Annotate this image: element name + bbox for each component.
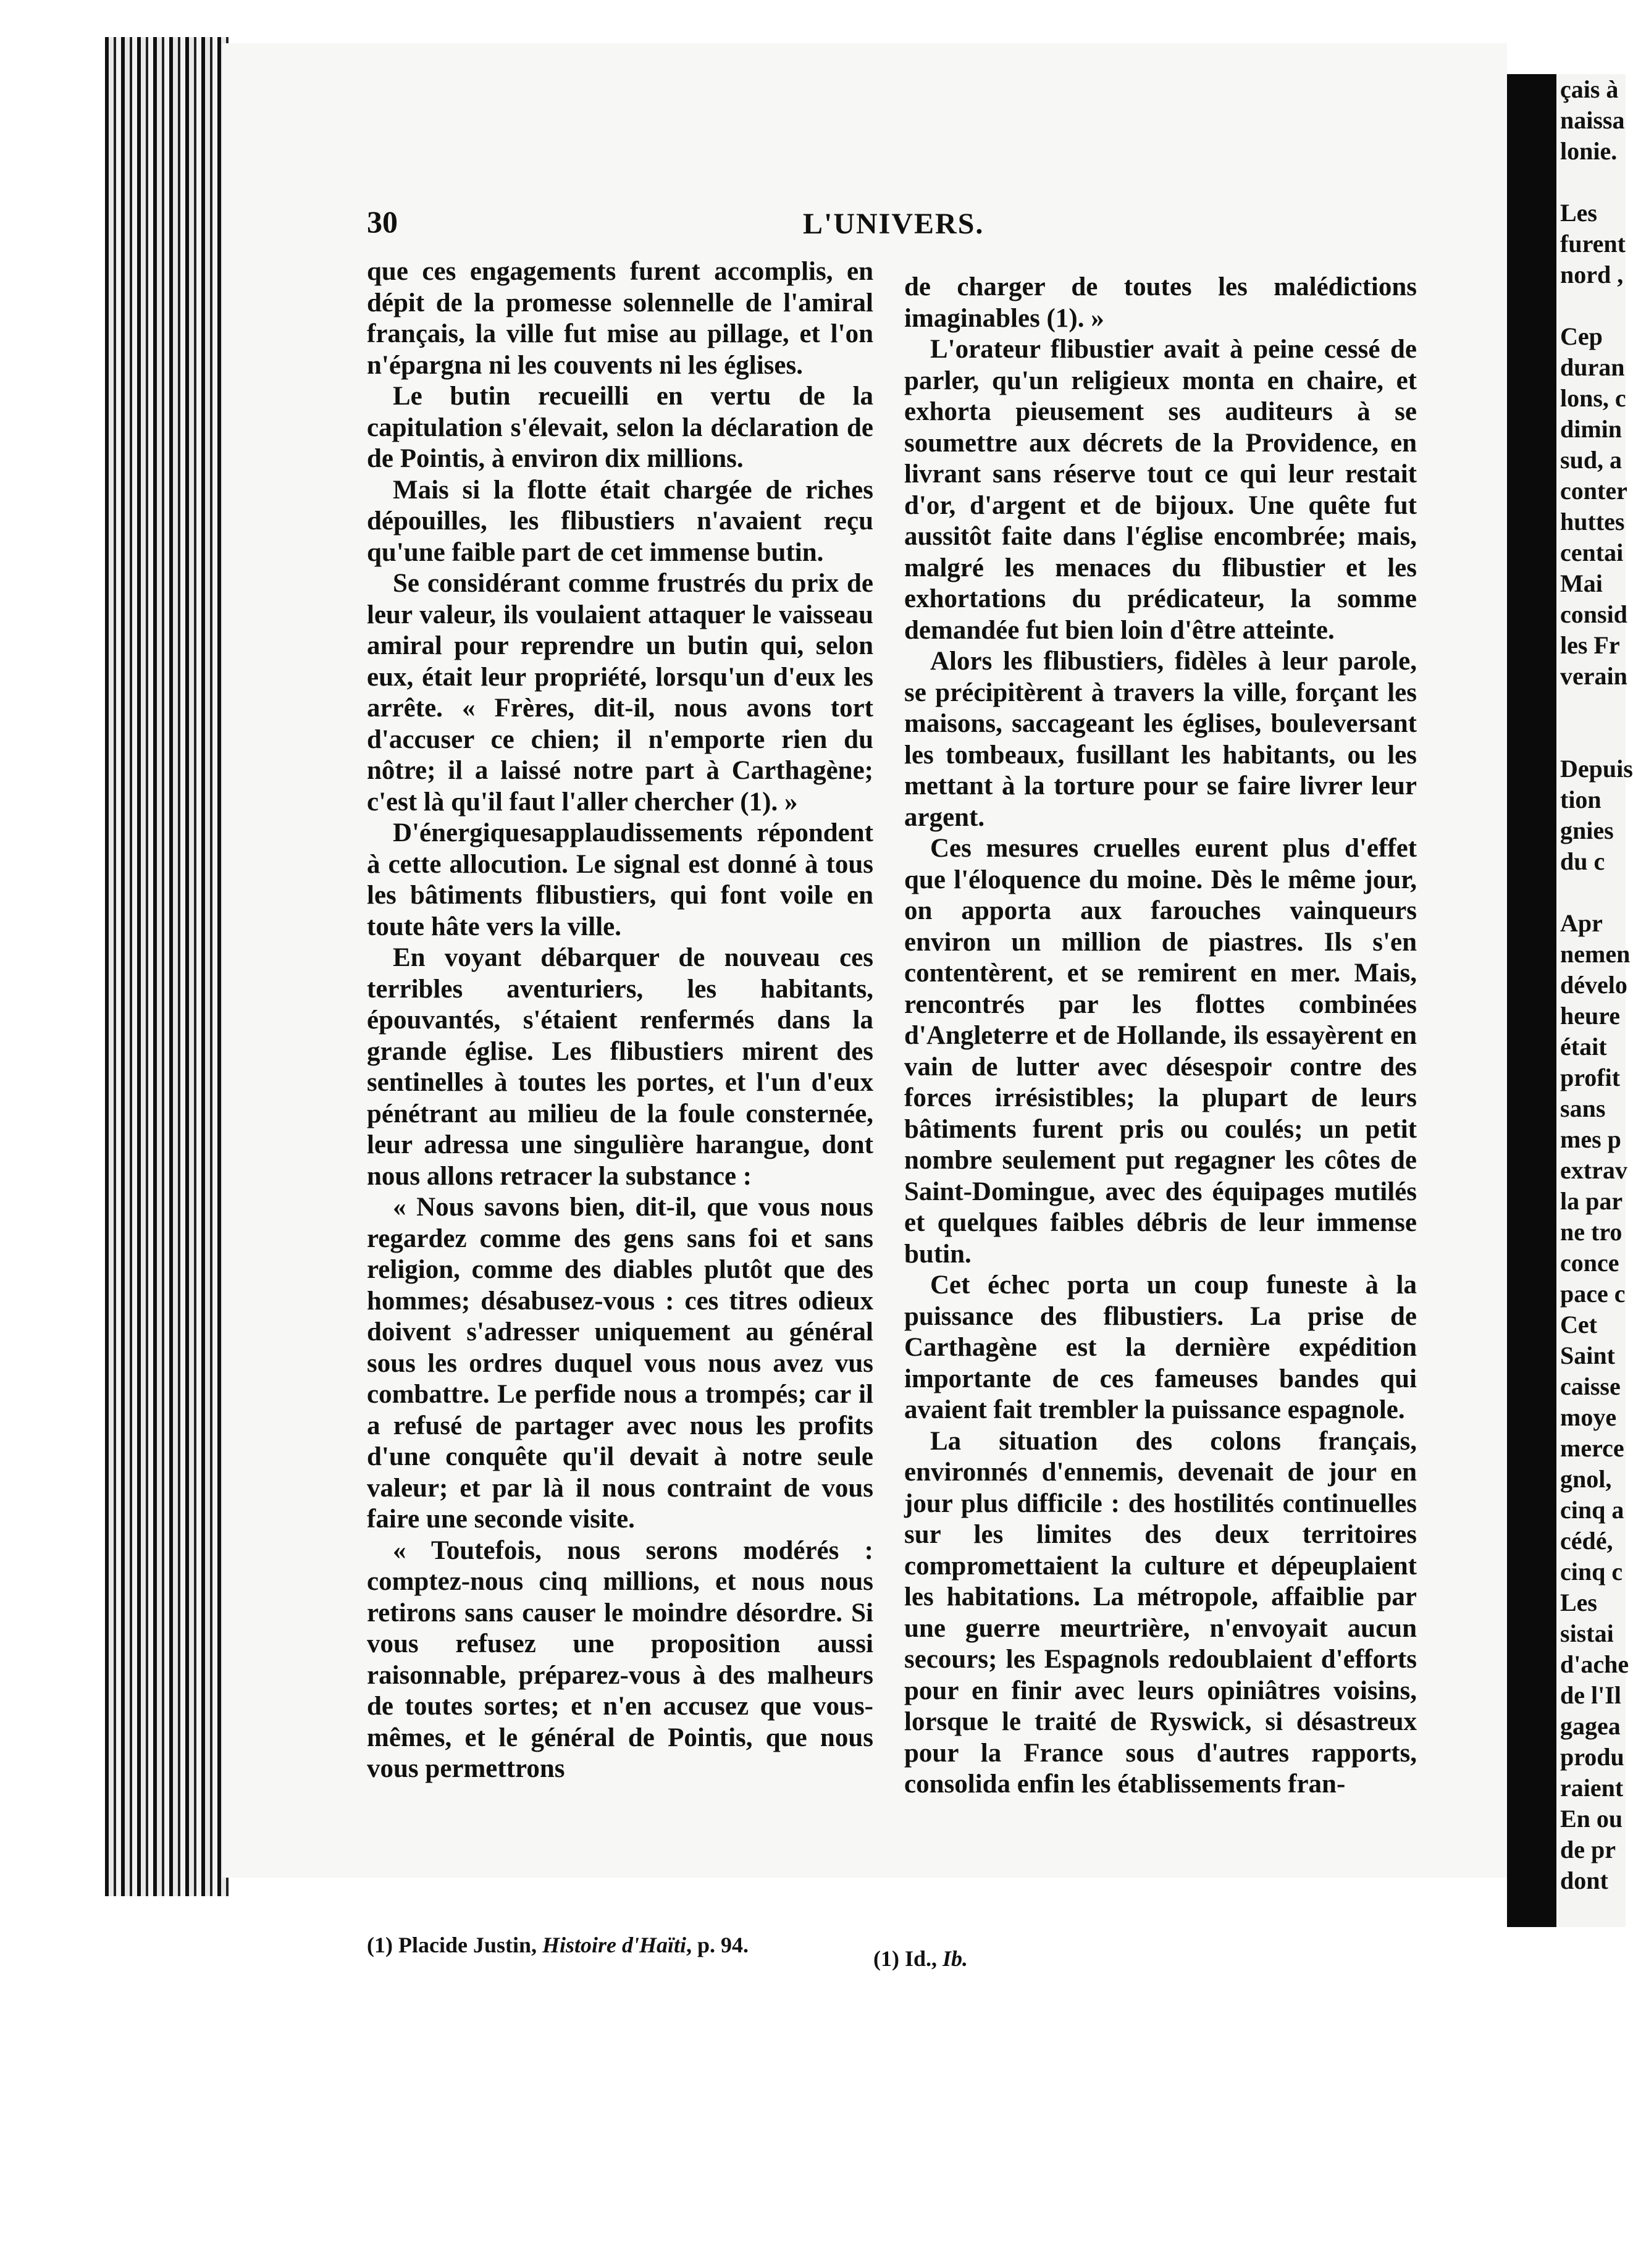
next-page-line: dévelo bbox=[1560, 971, 1627, 999]
next-page-line: nemen bbox=[1560, 940, 1631, 968]
next-page-line: ne tro bbox=[1560, 1218, 1623, 1246]
next-page-line: de l'Il bbox=[1560, 1681, 1621, 1709]
paragraph: L'orateur flibustier avait à peine cessé de parler, qu'un religieux monta en chaire, et exhorta pieusement ses auditeurs à se soumettre aux décrets de la Providence, en livrant sans réserve tout ce qui leur restait d'or, d'argent et de bijoux. Une quête fut aussitôt faite dans l'église encombrée; mais, malgré les menaces du flibustier et les exhortations du prédicateur, la somme demandée fut bien loin d'être atteinte. bbox=[904, 335, 1417, 645]
footnote-left-suffix: , p. 94. bbox=[686, 1933, 749, 1957]
next-page-line: pace c bbox=[1560, 1280, 1626, 1308]
right-column bbox=[904, 272, 1417, 1800]
next-page-line: conter bbox=[1560, 477, 1627, 505]
next-page-line: gnies bbox=[1560, 817, 1614, 844]
next-page-line: cinq c bbox=[1560, 1558, 1623, 1586]
left-column bbox=[367, 256, 873, 1785]
paragraph: Le butin recueilli en vertu de la capitulation s'élevait, selon la déclaration de de Pointis, à environ dix millions. bbox=[367, 382, 873, 473]
next-page-line: furent bbox=[1560, 230, 1626, 258]
next-page-fragment bbox=[1556, 74, 1633, 1927]
next-page-line: d'ache bbox=[1560, 1650, 1629, 1678]
next-page-line: huttes bbox=[1560, 508, 1625, 536]
running-title: L'UNIVERS. bbox=[803, 208, 984, 240]
paragraph: Ces mesures cruelles eurent plus d'effet que l'éloquence du moine. Dès le même jour, on apporta aux farouches vainqueurs environ un million de piastres. Ils s'en contentèrent, et se remirent en mer. Mais, rencontrés par les flottes combinées d'Angleterre et de Hollande, ils essayèrent en vain de lutter avec désespoir contre des forces irrésistibles; la plupart de leurs bâtiments furent pris ou coulés; un petit nombre seulement put regagner les côtes de Saint-Domingue, avec des équipages mutilés et quelques faibles débris de leur immense butin. bbox=[904, 834, 1417, 1269]
next-page-line: cédé, bbox=[1560, 1527, 1613, 1555]
paragraph: que ces engagements furent accomplis, en dépit de la promesse solennelle de l'amiral français, la ville fut mise au pillage, et l'on n'épargna ni les couvents ni les églises. bbox=[367, 257, 873, 380]
footnote-left-prefix: (1) Placide Justin, bbox=[367, 1933, 542, 1957]
next-page-line: merce bbox=[1560, 1434, 1624, 1462]
next-page-line: conce bbox=[1560, 1249, 1619, 1277]
next-page-line: verain bbox=[1560, 662, 1627, 690]
next-page-line: gnol, bbox=[1560, 1465, 1612, 1493]
next-page-line: nord , bbox=[1560, 261, 1624, 288]
footnote-left bbox=[367, 1932, 749, 1958]
next-page-line: centai bbox=[1560, 539, 1624, 566]
next-page-line: naissa bbox=[1560, 106, 1625, 134]
next-page-line: mes p bbox=[1560, 1125, 1621, 1153]
next-page-line bbox=[1556, 290, 1626, 321]
next-page-line: tion bbox=[1560, 786, 1602, 813]
next-page-line: Les bbox=[1560, 1589, 1597, 1616]
next-page-line: sud, a bbox=[1560, 446, 1623, 474]
footnote-right-title: Ib. bbox=[942, 1946, 968, 1971]
next-page-line: sistai bbox=[1560, 1619, 1614, 1647]
next-page-line bbox=[1556, 723, 1626, 754]
next-page-line: En ou bbox=[1560, 1805, 1623, 1833]
paragraph: Cet échec porta un coup funeste à la puissance des flibustiers. La prise de Carthagène est la dernière expédition importante de ces fameuses bandes qui avaient fait trembler la puissance espagnole. bbox=[904, 1270, 1417, 1424]
next-page-line: lons, c bbox=[1560, 384, 1626, 412]
book-gutter bbox=[1507, 74, 1556, 1927]
next-page-line: sans bbox=[1560, 1094, 1606, 1122]
next-page-line: consid bbox=[1560, 600, 1627, 628]
next-page-line bbox=[1556, 877, 1626, 908]
footnote-right-prefix: (1) Id., bbox=[873, 1946, 943, 1971]
next-page-line: la par bbox=[1560, 1187, 1623, 1215]
next-page-line: dont bbox=[1560, 1867, 1608, 1894]
next-page-line: gagea bbox=[1560, 1712, 1621, 1740]
next-page-line: Saint bbox=[1560, 1342, 1615, 1369]
next-page-line bbox=[1556, 692, 1626, 723]
paragraph: Mais si la flotte était chargée de riches dépouilles, les flibustiers n'avaient reçu qu'une faible part de cet immense butin. bbox=[367, 475, 873, 567]
paragraph: « Nous savons bien, dit-il, que vous nous regardez comme des gens sans foi et sans religion, comme des diables plutôt que des hommes; désabusez-vous : ces titres odieux doivent s'adresser uniquement au général sous les ordres duquel vous nous avez vus combattre. Le perfide nous a trompés; car il a refusé de partager avec nous les profits d'une conquête qu'il devait à notre seule valeur; et par là il nous contraint de vous faire une seconde visite. bbox=[367, 1193, 873, 1534]
next-page-line bbox=[1556, 167, 1626, 198]
paragraph: D'énergiquesapplaudissements répondent à cette allocution. Le signal est donné à tous les bâtiments flibustiers, qui font voile en toute hâte vers la ville. bbox=[367, 818, 873, 941]
next-page-line: de pr bbox=[1560, 1836, 1616, 1863]
next-page-line: duran bbox=[1560, 353, 1625, 381]
footnote-right bbox=[873, 1946, 968, 1972]
next-page-line: caisse bbox=[1560, 1372, 1621, 1400]
footnote-left-title: Histoire d'Haïti bbox=[542, 1933, 687, 1957]
paragraph: « Toutefois, nous serons modérés : comptez-nous cinq millions, et nous nous retirons sans causer le moindre désordre. Si vous refusez une proposition aussi raisonnable, préparez-vous à des malheurs de toutes sortes; et n'en accusez que vous-mêmes, et le général de Pointis, que nous vous permettrons bbox=[367, 1535, 873, 1783]
page-number: 30 bbox=[367, 204, 398, 239]
next-page-line: raient bbox=[1560, 1774, 1624, 1802]
next-page-line: Depuis bbox=[1560, 755, 1633, 783]
next-page-line: profit bbox=[1560, 1064, 1621, 1091]
next-page-line: du c bbox=[1560, 847, 1605, 875]
next-page-line: dimin bbox=[1560, 415, 1623, 443]
next-page-line: extrav bbox=[1560, 1156, 1627, 1184]
next-page-line: çais à bbox=[1560, 75, 1619, 103]
next-page-line: les Fr bbox=[1560, 631, 1620, 659]
paragraph: Se considérant comme frustrés du prix de leur valeur, ils voulaient attaquer le vaisseau amiral pour reprendre un butin qui, selon eux, était leur propriété, lorsqu'un d'eux les arrête. « Frères, dit-il, nous avons tort d'accuser ce chien; il n'emporte rien du nôtre; il a laissé notre part à Carthagène; c'est là qu'il faut l'aller chercher (1). » bbox=[367, 569, 873, 817]
next-page-line: Cep bbox=[1560, 322, 1603, 350]
next-page-line: heure bbox=[1560, 1002, 1621, 1030]
next-page-line: Cet bbox=[1560, 1311, 1597, 1338]
next-page-line: Apr bbox=[1560, 909, 1603, 937]
paragraph: Alors les flibustiers, fidèles à leur parole, se précipitèrent à travers la ville, forçant les maisons, saccageant les églises, bouleversant les tombeaux, fusillant les habitants, ou les mettant à la torture pour se faire livrer leur argent. bbox=[904, 647, 1417, 832]
paragraph: La situation des colons français, environnés d'ennemis, devenait de jour en jour plus difficile : des hostilités continuelles sur les limites des deux territoires compromettaient la culture et dépeuplaient les habitations. La métropole, affaiblie par une guerre meurtrière, n'envoyait aucun secours; les Espagnols redoublaient d'efforts pour en finir avec leurs opiniâtres voisins, lorsque le traité de Ryswick, si désastreux pour la France sous d'autres rapports, consolida enfin les établissements fran- bbox=[904, 1426, 1417, 1799]
page-edge-stack bbox=[105, 37, 229, 1896]
paragraph: En voyant débarquer de nouveau ces terribles aventuriers, les habitants, épouvantés, s'étaient renfermés dans la grande église. Les flibustiers mirent des sentinelles à toutes les portes, et l'un d'eux pénétrant au milieu de la foule consternée, leur adressa une singulière harangue, dont nous allons retracer la substance : bbox=[367, 943, 873, 1191]
next-page-line: lonie. bbox=[1560, 137, 1618, 165]
next-page-line: cinq a bbox=[1560, 1496, 1624, 1524]
next-page-line: était bbox=[1560, 1033, 1607, 1060]
next-page-line: Mai bbox=[1560, 569, 1603, 597]
next-page-line: produ bbox=[1560, 1743, 1624, 1771]
next-page-line: moye bbox=[1560, 1403, 1617, 1431]
next-page-line: Les bbox=[1560, 199, 1597, 227]
paragraph: de charger de toutes les malédictions imaginables (1). » bbox=[904, 272, 1417, 333]
